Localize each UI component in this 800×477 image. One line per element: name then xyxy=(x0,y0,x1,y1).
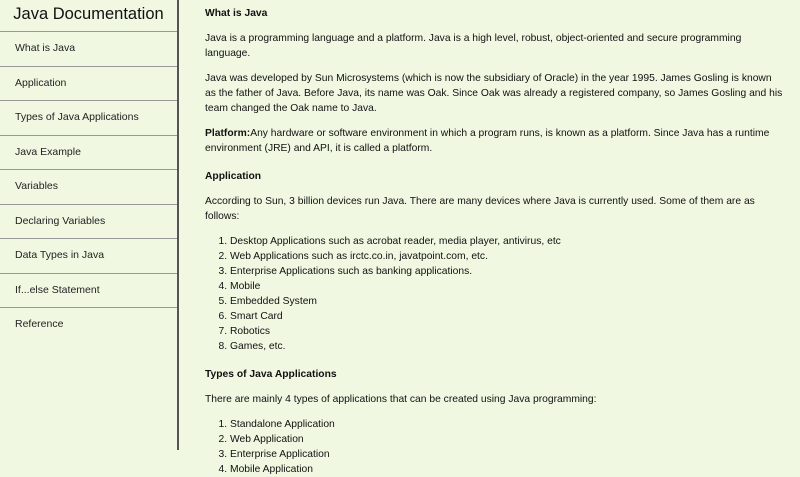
platform-label: Platform: xyxy=(205,128,251,139)
paragraph-platform xyxy=(205,126,785,156)
list-item: 3. Enterprise Application xyxy=(230,447,785,462)
nav-link-data-types-in-java[interactable]: Data Types in Java xyxy=(0,239,177,274)
nav-link-reference[interactable]: Reference xyxy=(15,318,64,330)
list-item: 6. Smart Card xyxy=(230,309,785,324)
application-list xyxy=(205,234,785,354)
nav-link-variables[interactable]: Variables xyxy=(0,170,177,205)
sidebar-nav xyxy=(0,0,179,450)
section-title-types: Types of Java Applications xyxy=(205,369,337,380)
nav-link-declaring-variables[interactable]: Declaring Variables xyxy=(0,205,177,240)
section-types-of-java-applications xyxy=(205,367,785,477)
nav-link-what-is-java[interactable]: What is Java xyxy=(0,32,177,67)
list-item: 4. Mobile Application xyxy=(230,462,785,477)
list-item: 8. Games, etc. xyxy=(230,339,785,354)
paragraph-java-history: Java was developed by Sun Microsystems (which is now the subsidiary of Oracle) in the year 1995. James Gosling is known as the father of Java. Before Java, its name was Oak. Since Oak was already a registered company, so James Gosling and his team changed the Oak name to Java. xyxy=(205,73,783,114)
nav-link-java-example[interactable]: Java Example xyxy=(0,136,177,171)
section-what-is-java xyxy=(205,6,785,156)
section-title-application: Application xyxy=(205,171,262,182)
paragraph-types-intro: There are mainly 4 types of applications that can be created using Java programming: xyxy=(205,394,597,405)
sidebar-title: Java Documentation xyxy=(0,0,177,32)
list-item: 2. Web Application xyxy=(230,432,785,447)
list-item: 5. Embedded System xyxy=(230,294,785,309)
types-list xyxy=(205,417,785,477)
platform-text: Any hardware or software environment in which a program runs, is known as a platform. Since Java has a runtime environment (JRE) and API, it is called a platform. xyxy=(205,128,770,154)
list-item: 7. Robotics xyxy=(230,324,785,339)
paragraph-application-intro: According to Sun, 3 billion devices run Java. There are many devices where Java is currently used. Some of them are as follows: xyxy=(205,196,755,222)
nav-link-if-else-statement[interactable]: If...else Statement xyxy=(0,274,177,309)
nav-link-application[interactable]: Application xyxy=(0,67,177,102)
list-item: 2. Web Applications such as irctc.co.in, javatpoint.com, etc. xyxy=(230,249,785,264)
list-item: 1. Standalone Application xyxy=(230,417,785,432)
nav-link-types-of-java-applications[interactable]: Types of Java Applications xyxy=(0,101,177,136)
paragraph-java-intro: Java is a programming language and a platform. Java is a high level, robust, object-oriented and secure programming language. xyxy=(205,33,742,59)
list-item: 1. Desktop Applications such as acrobat reader, media player, antivirus, etc xyxy=(230,234,785,249)
nav-list xyxy=(0,32,177,342)
section-application xyxy=(205,169,785,354)
list-item: 3. Enterprise Applications such as banking applications. xyxy=(230,264,785,279)
main-content xyxy=(205,0,785,475)
section-title-what-is-java: What is Java xyxy=(205,8,268,19)
list-item: 4. Mobile xyxy=(230,279,785,294)
